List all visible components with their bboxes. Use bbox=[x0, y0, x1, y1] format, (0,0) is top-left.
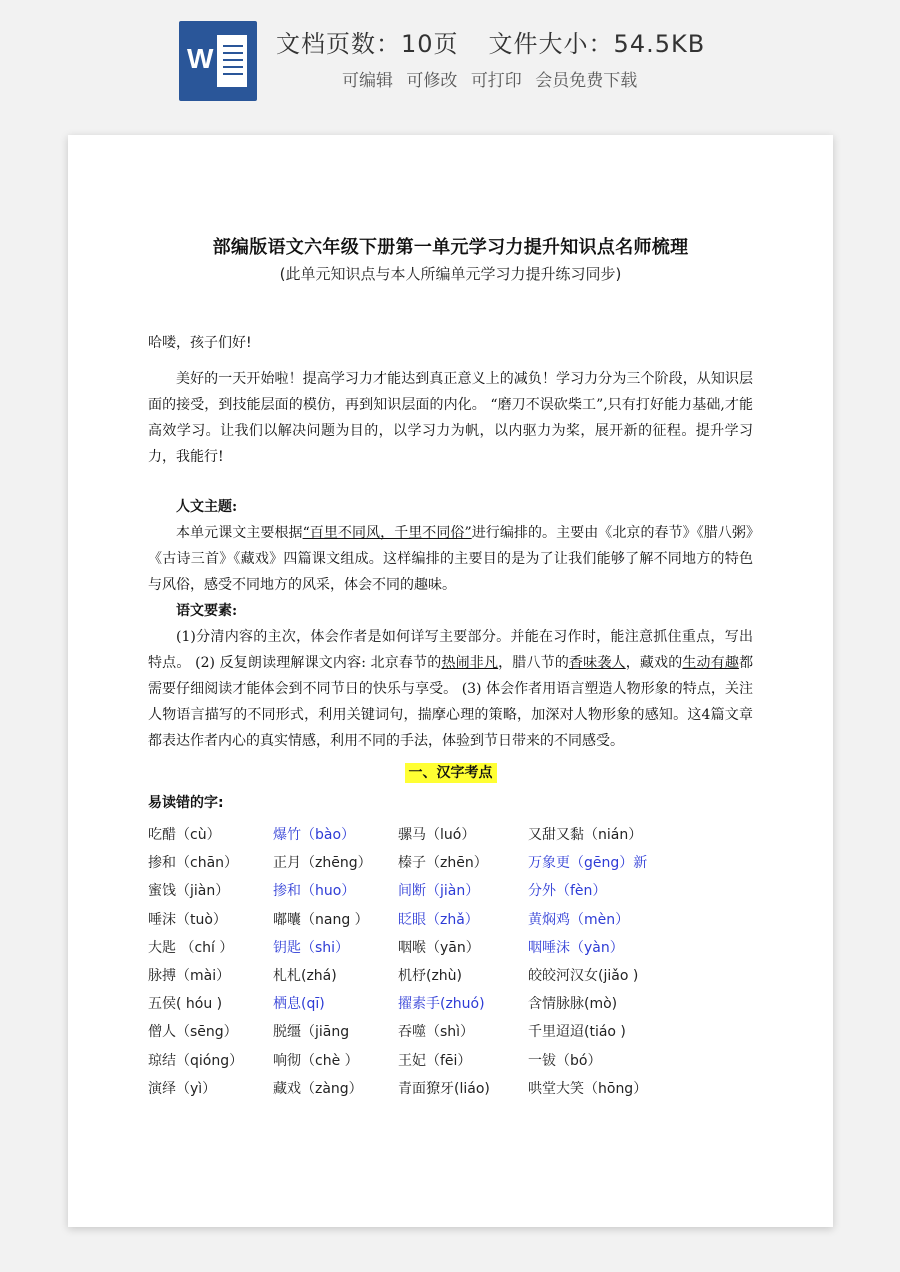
pinyin-word: 榛子（zhēn） bbox=[398, 855, 488, 872]
pinyin-word: 蜜饯（jiàn） bbox=[148, 883, 230, 900]
feature-member-download: 会员免费下载 bbox=[535, 71, 638, 91]
doc-subtitle: (此单元知识点与本人所编单元学习力提升练习同步) bbox=[279, 265, 622, 283]
pinyin-word: 脱缰（jiāng bbox=[273, 1024, 350, 1041]
pinyin-word: 僧人（sēng） bbox=[148, 1024, 238, 1041]
pinyin-word: 咽喉（yān） bbox=[398, 939, 480, 956]
page-count: 文档页数：10页 bbox=[276, 30, 459, 58]
elements-heading: 语文要素: bbox=[176, 603, 238, 619]
pinyin-word: 咽唾沫（yàn） bbox=[528, 939, 624, 956]
pinyin-word: 王妃（fēi） bbox=[398, 1052, 472, 1069]
pinyin-word: 大匙 （chí ） bbox=[148, 939, 234, 956]
pinyin-word: 五侯( hóu ) bbox=[148, 996, 223, 1013]
pinyin-word: 骡马（luó） bbox=[398, 827, 476, 843]
pinyin-word: 掺和（huo） bbox=[273, 883, 356, 900]
greeting: 哈喽，孩子们好! bbox=[148, 335, 252, 351]
pinyin-word: 皎皎河汉女(jiǎo ) bbox=[528, 968, 639, 984]
pinyin-word: 万象更（gēng）新 bbox=[528, 855, 648, 872]
pinyin-word: 千里迢迢(tiáo ) bbox=[528, 1024, 626, 1041]
header bbox=[0, 0, 900, 120]
feature-modifiable: 可修改 bbox=[406, 71, 458, 91]
pinyin-word: 吞噬（shì） bbox=[398, 1024, 475, 1041]
pinyin-word: 眨眼（zhǎ） bbox=[398, 911, 479, 928]
pinyin-word: 哄堂大笑（hōng） bbox=[528, 1080, 648, 1097]
doc-info bbox=[276, 24, 705, 58]
pinyin-word: 嘟囔（nang ） bbox=[273, 911, 369, 928]
pinyin-word: 又甜又黏（nián） bbox=[528, 827, 643, 843]
intro-paragraph: 美好的一天开始啦！提高学习力才能达到真正意义上的减负！学习力分为三个阶段，从知识层面的接受，到技能层面的模仿，再到知识层面的内化。 “磨刀不误砍柴工”,只有打好能力基础,才能高效学习。让我们以解决问题为目的，以学习力为帆，以内驱力为桨，展开新的征程。提升学习力，我能行! bbox=[148, 371, 753, 465]
theme-quote: “百里不同风，千里不同俗” bbox=[302, 525, 472, 541]
pinyin-word: 正月（zhēng） bbox=[273, 855, 372, 872]
pinyin-word: 黄焖鸡（mèn） bbox=[528, 911, 630, 928]
pinyin-word: 擢素手(zhuó) bbox=[398, 996, 485, 1013]
pinyin-word: 脉搏（mài） bbox=[148, 968, 231, 984]
word-doc-icon bbox=[179, 21, 257, 101]
pinyin-word: 掺和（chān） bbox=[148, 855, 239, 872]
feature-editable: 可编辑 bbox=[342, 71, 393, 91]
feature-printable: 可打印 bbox=[470, 71, 522, 91]
pinyin-word: 栖息(qī) bbox=[273, 996, 325, 1013]
file-size: 文件大小：54.5KB bbox=[488, 30, 706, 58]
pinyin-word: 唾沫（tuò） bbox=[148, 911, 227, 928]
pinyin-word: 间断（jiàn） bbox=[398, 883, 480, 900]
pinyin-word: 爆竹（bào） bbox=[273, 827, 356, 843]
word-sheet bbox=[217, 35, 247, 87]
pinyin-grid bbox=[148, 816, 753, 1108]
pinyin-word: 含情脉脉(mò) bbox=[528, 996, 618, 1013]
doc-body bbox=[148, 330, 753, 1108]
pinyin-word: 机杼(zhù) bbox=[398, 968, 463, 984]
doc-title: 部编版语文六年级下册第一单元学习力提升知识点名师梳理 bbox=[212, 237, 689, 258]
feature-list bbox=[342, 66, 645, 92]
document-page[interactable] bbox=[68, 135, 833, 1227]
pinyin-word: 吃醋（cù） bbox=[148, 827, 221, 843]
pinyin-word: 琼结（qióng） bbox=[148, 1052, 244, 1069]
elements-paragraph: (1)分清内容的主次，体会作者是如何详写主要部分。并能在习作时，能注意抓住重点，写出特点。 (2) 反复朗读理解课文内容: 北京春节的热闹非凡，腊八节的香味袭人，藏戏的生动有趣都需要仔细阅读才能体会到不同节日的快乐与享受。 (3) 体会作者用语言塑造人物形象的特点，关注人物语言描写的不同形式，利用关键词句，揣摩心理的策略，加深对人物形象的感知。这4篇文章都表达作者内心的真实情感，利用不同的手法，体验到节日带来的不同感受。 bbox=[148, 629, 754, 749]
subhead-misread: 易读错的字: bbox=[148, 795, 224, 811]
section-title: 一、汉字考点 bbox=[148, 760, 753, 786]
theme-heading: 人文主题: bbox=[176, 499, 238, 515]
theme-paragraph: 本单元课文主要根据“百里不同风，千里不同俗”进行编排的。主要由《北京的春节》《腊八粥》《古诗三首》《藏戏》四篇课文组成。这样编排的主要目的是为了让我们能够了解不同地方的特色与风俗，感受不同地方的风采，体会不同的趣味。 bbox=[148, 525, 753, 593]
pinyin-word: 一钹（bó） bbox=[528, 1052, 602, 1069]
pinyin-word: 青面獠牙(liáo) bbox=[398, 1080, 490, 1097]
logo-letter: W bbox=[187, 43, 214, 74]
pinyin-word: 藏戏（zàng） bbox=[273, 1080, 363, 1097]
pinyin-word: 札札(zhá) bbox=[273, 968, 337, 984]
pinyin-word: 钥匙（shi） bbox=[273, 939, 350, 956]
pinyin-word: 分外（fèn） bbox=[528, 883, 607, 900]
pinyin-word: 演绎（yì） bbox=[148, 1080, 217, 1097]
pinyin-word: 响彻（chè ） bbox=[273, 1052, 359, 1069]
